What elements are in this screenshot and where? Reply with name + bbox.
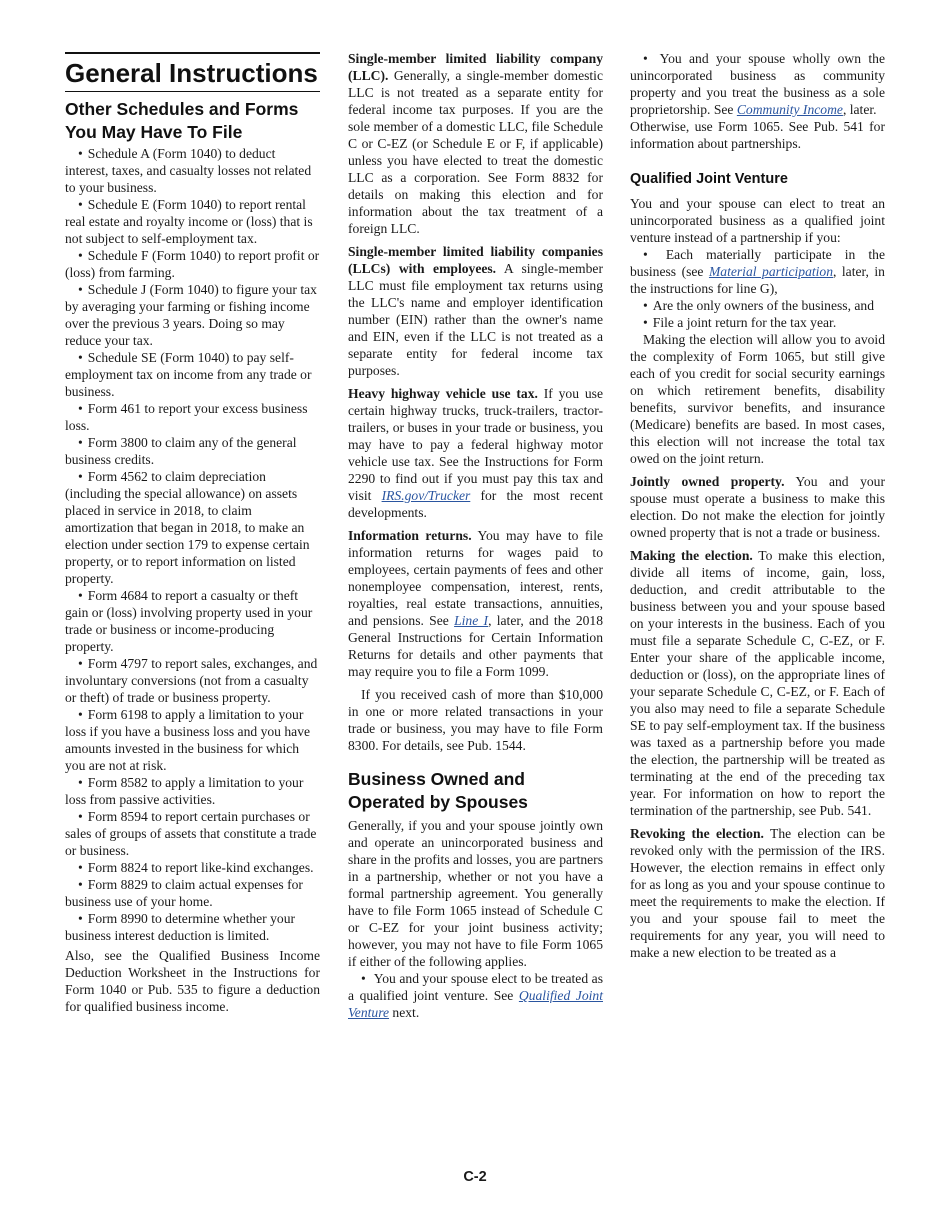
llc-employees-label: Single-member limited liability companies (LLCs) with employees. <box>348 244 603 276</box>
schedule-item: • Schedule E (Form 1040) to report rental real estate and royalty income or (loss) that is not subject to self-employment tax. <box>65 196 320 247</box>
heavy-highway-text-end: for the most recent developments. <box>348 488 603 520</box>
llc-employees-paragraph <box>348 243 603 379</box>
spouses-bullet-1 <box>348 970 603 1021</box>
schedule-item: • Schedule J (Form 1040) to figure your tax by averaging your farming or fishing income over the previous 3 years. Doing so may reduce your tax. <box>65 281 320 349</box>
page-title: General Instructions <box>65 58 318 88</box>
column-1 <box>65 50 320 1015</box>
llc-label: Single-member limited liability company (LLC). <box>348 51 603 83</box>
qjv-intro: You and your spouse can elect to treat an unincorporated business as a qualified joint venture instead of a partnership if you: <box>630 196 885 245</box>
schedule-item: • Form 6198 to apply a limitation to your loss if you have a business loss and you have amounts invested in the business for which you are not at risk. <box>65 706 320 774</box>
qjv-heading: Qualified Joint Venture <box>630 171 788 187</box>
line-i-link[interactable]: Line I <box>454 613 489 628</box>
other-schedules-heading: Other Schedules and Forms You May Have To File <box>65 99 299 142</box>
title-rule <box>65 91 320 92</box>
qjv-bullet-3: • File a joint return for the tax year. <box>630 314 885 331</box>
revoking-paragraph <box>630 825 885 961</box>
schedule-item: • Form 3800 to claim any of the general business credits. <box>65 434 320 468</box>
qualified-joint-venture-link[interactable]: Qualified Joint Venture <box>348 988 603 1020</box>
schedule-item: • Schedule A (Form 1040) to deduct interest, taxes, and casualty losses not related to your business. <box>65 145 320 196</box>
qjv-bullet-1 <box>630 246 885 297</box>
spouses-bullet-2-text: You and your spouse wholly own the unincorporated business as community property and you treat the business as a sole proprietorship. See <box>630 51 885 117</box>
joint-property-text: You and your spouse must operate a business to make this election. Do not make the election for jointly owned property that is not a trade or business. <box>630 474 885 540</box>
qjv-bullet-1-text: Each materially participate in the business (see <box>630 247 885 279</box>
spouses-bullet-1-end: next. <box>389 1005 420 1020</box>
revoking-label: Revoking the election. <box>630 826 764 841</box>
schedule-item: • Schedule SE (Form 1040) to pay self-employment tax on income from any trade or business. <box>65 349 320 400</box>
top-rule <box>65 52 320 54</box>
column-2 <box>348 50 603 1021</box>
irs-trucker-link[interactable]: IRS.gov/Trucker <box>381 488 471 503</box>
qjv-bullet-2: • Are the only owners of the business, and <box>630 297 885 314</box>
qjv-bullet-1-end: , later, in the instructions for line G), <box>630 264 885 296</box>
qbi-note: Also, see the Qualified Business Income Deduction Worksheet in the Instructions for Form 1040 or Pub. 535 to figure a deduction for qualified business income. <box>65 948 320 1014</box>
otherwise-text: Otherwise, use Form 1065. See Pub. 541 for information about partnerships. <box>630 119 885 151</box>
llc-paragraph <box>348 50 603 237</box>
spouses-intro: Generally, if you and your spouse jointly own and operate an unincorporated business and share in the profits and losses, you are partners in a partnership, whether or not you have a formal partnership agreement. You generally have to file Form 1065 instead of Schedule C or C-EZ for your joint business activity; however, you may not have to file Form 1065 if either of the following applies. <box>348 818 603 969</box>
llc-text: Generally, a single-member domestic LLC is not treated as a separate entity for federal income tax purposes. If you are the sole member of a domestic LLC, file Schedule C or C-EZ (or Schedule E or F, if applicable) unless you have elected to treat the domestic LLC as a corporation. See Form 8832 for details on making this election and for information about the tax treatment of a foreign LLC. <box>348 68 603 236</box>
llc-employees-text: A single-member LLC must file employment tax returns using the LLC's name and employer identification number (EIN) rather than the owner's name and EIN, even if the LLC is not treated as a separate entity for federal income tax purposes. <box>348 261 603 378</box>
joint-property-paragraph <box>630 473 885 541</box>
material-participation-link[interactable]: Material participation <box>708 264 834 279</box>
schedule-item: • Form 4562 to claim depreciation (including the special allowance) on assets placed in service in 2018, to claim amortization that began in 2018, to make an election under section 179 to expense certain property, or to report information on listed property. <box>65 468 320 587</box>
heavy-highway-text: If you use certain highway trucks, truck-trailers, tractor-trailers, or buses in your trade or business, you may have to pay a federal highway motor vehicle use tax. See the Instructions for Form 2290 to find out if you must pay this tax and visit <box>348 386 603 503</box>
schedule-item: • Schedule F (Form 1040) to report profit or (loss) from farming. <box>65 247 320 281</box>
schedule-item: • Form 461 to report your excess business loss. <box>65 400 320 434</box>
schedule-item: • Form 8594 to report certain purchases or sales of groups of assets that constitute a trade or business. <box>65 808 320 859</box>
info-returns-text: You may have to file information returns for wages paid to employees, certain payments of fees and other nonemployee compensation, interest, rents, royalties, real estate transactions, annuities, and pensions. See <box>348 528 604 628</box>
info-returns-label: Information returns. <box>348 528 472 543</box>
schedule-item: • Form 4684 to report a casualty or theft gain or (loss) involving property used in your trade or business or income-producing property. <box>65 587 320 655</box>
info-returns-text-end: , later, and the 2018 General Instructions for Certain Information Returns for details and other payments that may require you to file a Form 1099. <box>348 613 604 679</box>
qjv-making-text: Making the election will allow you to avoid the complexity of Form 1065, but still give each of you credit for social security earnings on which retirement benefits, disability benefits, survivor benefits, and insurance (Medicare) benefits are based. In most cases, this election will not increase the total tax owed on the joint return. <box>630 332 885 466</box>
schedule-item: • Form 8990 to determine whether your business interest deduction is limited. <box>65 910 320 944</box>
revoking-text: The election can be revoked only with the permission of the IRS. However, the election remains in effect only for as long as you and your spouse continue to meet the requirements to make the election. If you and your spouse fail to meet the requirements for any year, you will need to make a new election to be treated as a <box>630 826 886 960</box>
making-election-paragraph <box>630 547 885 819</box>
schedule-item: • Form 8824 to report like-kind exchanges. <box>65 859 320 876</box>
schedule-item: • Form 4797 to report sales, exchanges, and involuntary conversions (not from a casualty or theft) of trade or business property. <box>65 655 320 706</box>
spouses-bullet-2-end: , later. <box>842 102 877 117</box>
making-election-label: Making the election. <box>630 548 753 563</box>
page-number: C-2 <box>463 1169 487 1185</box>
joint-property-label: Jointly owned property. <box>630 474 785 489</box>
community-income-link[interactable]: Community Income <box>736 102 843 117</box>
info-returns-paragraph <box>348 527 603 680</box>
heavy-highway-label: Heavy highway vehicle use tax. <box>348 386 538 401</box>
cash-paragraph: If you received cash of more than $10,000 in one or more related transactions in your trade or business, you may have to file Form 8300. For details, see Pub. 1544. <box>348 687 603 753</box>
making-election-text: To make this election, divide all items of income, gain, loss, deduction, and credit attributable to the business between you and your spouse based on your interests in the business. Each of you must file a separate Schedule C, C-EZ, or F. Enter your share of the applicable income, deduction or (loss), on the appropriate lines of your separate Schedule C, C-EZ, or F. Each of you also may need to file a separate Schedule SE to pay self-employment tax. If the business was taxed as a partnership before you made the election, the partnership will be treated as terminating at the end of the preceding tax year. For information on how to report the termination of the partnership, see Pub. 541. <box>630 548 885 818</box>
schedule-item: • Form 8582 to apply a limitation to your loss from passive activities. <box>65 774 320 808</box>
schedule-item: • Form 8829 to claim actual expenses for business use of your home. <box>65 876 320 910</box>
schedules-list <box>65 145 320 944</box>
heavy-highway-paragraph <box>348 385 603 521</box>
column-3 <box>630 50 885 961</box>
spouses-heading: Business Owned and Operated by Spouses <box>348 769 528 812</box>
spouses-bullet-2 <box>630 50 885 118</box>
spouses-bullet-1-text: You and your spouse elect to be treated as a qualified joint venture. See <box>348 971 603 1003</box>
